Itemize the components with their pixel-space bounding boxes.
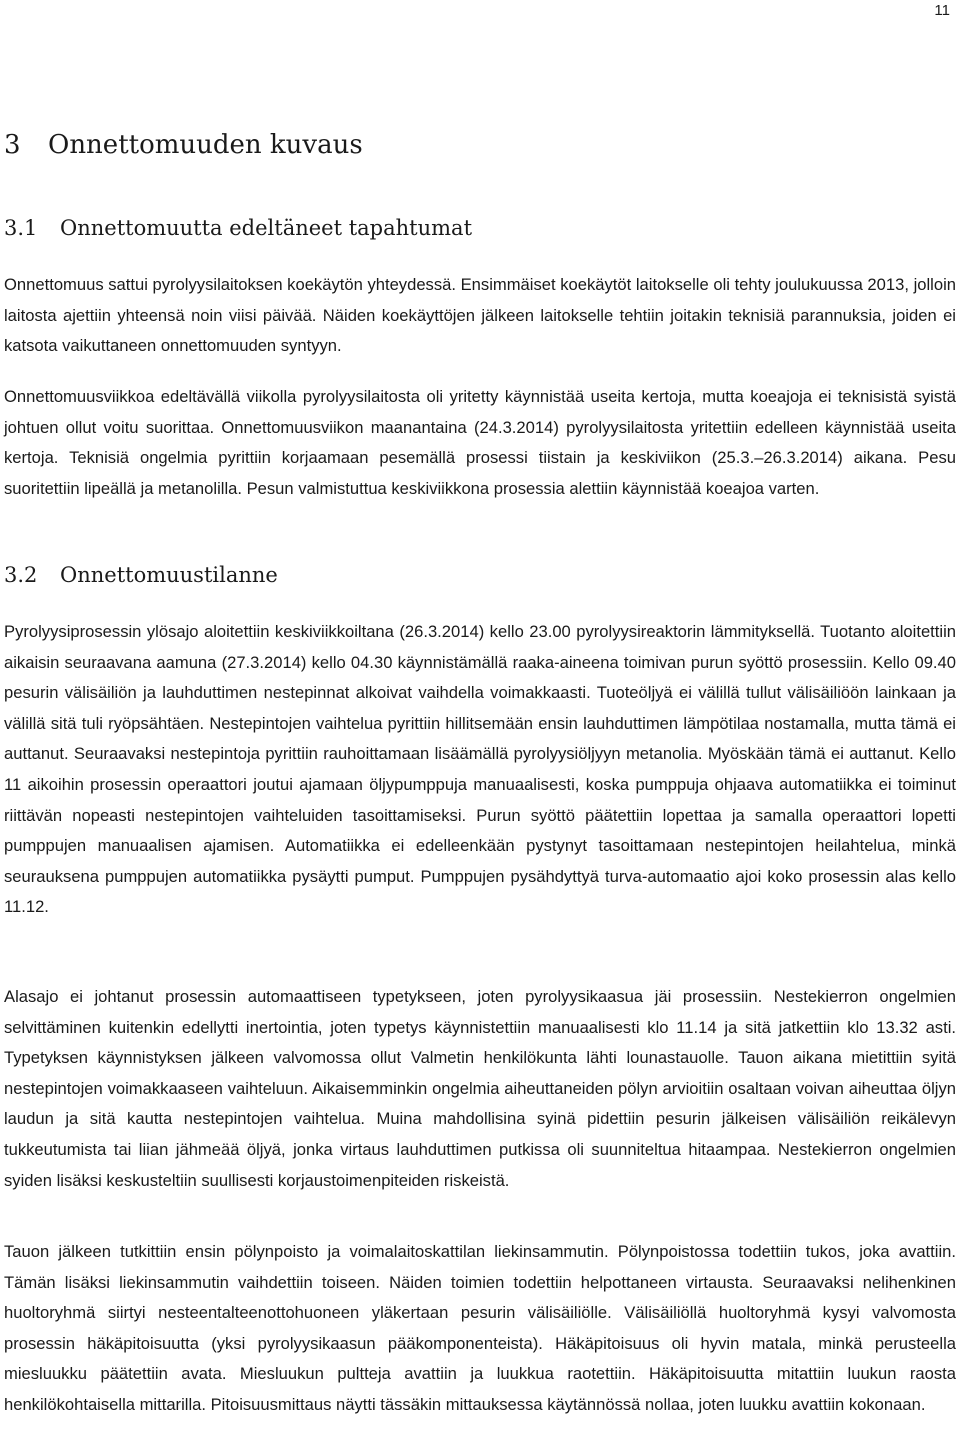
paragraph: Onnettomuus sattui pyrolyysilaitoksen koekäytön yhteydessä. Ensimmäiset koekäytöt laitokselle oli tehty joulukuussa 2013, jolloin laitosta ajettiin yhteensä noin viisi päivää. Näiden koekäyttöjen jälkeen laitokselle tehtiin joitakin teknisiä parannuksia, joiden ei katsota vaikuttaneen onnettomuuden syntyyn. (4, 275, 956, 356)
section-number: 3.1 (4, 216, 38, 240)
paragraph: Alasajo ei johtanut prosessin automaattiseen typetykseen, joten pyrolyysikaasua jäi prosessiin. Nestekierron ongelmien selvittäminen kuitenkin edellytti inertointia, joten typetys käynnistettiin manuaalisesti klo 11.14 ja sitä jatkettiin klo 13.32 asti. Typetyksen käynnistyksen jälkeen valvomossa ollut Valmetin henkilökunta lähti lounastauolle. Tauon aikana mietittiin syitä nestepintojen voimakkaaseen vaihteluun. Aikaisemminkin ongelmia aiheuttaneiden pölyn arvioitiin osaltaan voivan aiheuttaa öljyn laudun ja sitä kautta nestepintojen vaihtelua. Muina mahdollisina syinä pidettiin pesurin jälkeisen välisäiliön reikälevyn tukkeutumista tai liian jähmeää öljyä, jonka virtaus lauhduttimen putkissa oli suunniteltua hitaampaa. Nestekierron ongelmien syiden lisäksi keskusteltiin suullisesti korjaustoimenpiteiden riskeistä. (4, 987, 956, 1190)
chapter-heading (4, 130, 363, 160)
paragraph: Pyrolyysiprosessin ylösajo aloitettiin keskiviikkoiltana (26.3.2014) kello 23.00 pyrolyysireaktorin lämmityksellä. Tuotanto aloitettiin aikaisin seuraavana aamuna (27.3.2014) kello 04.30 käynnistämällä raaka-aineena toimivan purun syöttö prosessiin. Kello 09.40 pesurin välisäiliön ja lauhduttimen nestepinnat alkoivat vaihdella voimakkaasti. Tuoteöljyä ei välillä tullut välisäiliöön lainkaan ja välillä sitä tuli ryöpsähtäen. Nestepintojen vaihtelua pyrittiin hillitsemään ensin lauhduttimen lämpötilaa nostamalla, mutta tämä ei auttanut. Seuraavaksi nestepintoja pyrittiin rauhoittamaan lisäämällä pyrolyysiöljyyn metanolia. Myöskään tämä ei auttanut. Kello 11 aikoihin prosessin operaattori joutui ajamaan öljypumppuja manuaalisesti, koska pumppuja ohjaava automatiikka ei toiminut riittävän nopeasti nestepintojen vaihteluiden tasoittamiseksi. Purun syöttö päätettiin lopettaa ja samalla operaattori lopetti pumppujen manuaalisen ajamisen. Automatiikka ei edelleenkään pystynyt tasoittamaan nestepintojen heilahtelua, minkä seurauksena pumppujen automatiikka pysäytti pumput. Pumppujen pysähdyttyä turva-automaatio ajoi koko prosessin alas kello 11.12. (4, 622, 956, 917)
page-number: 11 (934, 2, 950, 19)
paragraph: Tauon jälkeen tutkittiin ensin pölynpoisto ja voimalaitoskattilan liekinsammutin. Pölynpoistossa todettiin tukos, joka avattiin. Tämän lisäksi liekinsammutin vaihdettiin toiseen. Näiden toimien todettiin helpottaneen virtausta. Seuraavaksi nelihenkinen huoltoryhmä siirtyi nesteentalteenottohuoneen yläkertaan pesurin välisäiliölle. Välisäiliöllä huoltoryhmä kysyi valvomosta prosessin häkäpitoisuutta (yksi pyrolyysikaasun pääkomponenteista). Häkäpitoisuus oli hyvin matala, minkä perusteella miesluukku päätettiin avata. Miesluukun pultteja avattiin ja luukkua raotettiin. Häkäpitoisuutta mitattiin luukun raosta henkilökohtaisella mittarilla. Pitoisuusmittaus näytti tässäkin mittauksessa käytännössä nollaa, joten luukku avattiin kokonaan. (4, 1242, 956, 1414)
chapter-title: Onnettomuuden kuvaus (48, 130, 363, 160)
section-heading-3-1 (4, 216, 472, 240)
chapter-number: 3 (4, 130, 21, 160)
section-title: Onnettomuustilanne (60, 563, 278, 587)
paragraph: Onnettomuusviikkoa edeltävällä viikolla pyrolyysilaitosta oli yritetty käynnistää useita kertoja, mutta koeajoja ei teknisistä syistä johtuen ollut voitu suorittaa. Onnettomuusviikon maanantaina (24.3.2014) pyrolyysilaitosta yritettiin edelleen käynnistää useita kertoja. Teknisiä ongelmia pyrittiin korjaamaan pesemällä prosessi tiistain ja keskiviikon (25.3.–26.3.2014) aikana. Pesu suoritettiin lipeällä ja metanolilla. Pesun valmistuttua keskiviikkona prosessia alettiin käynnistää koeajoa varten. (4, 387, 956, 498)
section-heading-3-2 (4, 563, 278, 587)
section-number: 3.2 (4, 563, 38, 587)
section-title: Onnettomuutta edeltäneet tapahtumat (60, 216, 473, 240)
